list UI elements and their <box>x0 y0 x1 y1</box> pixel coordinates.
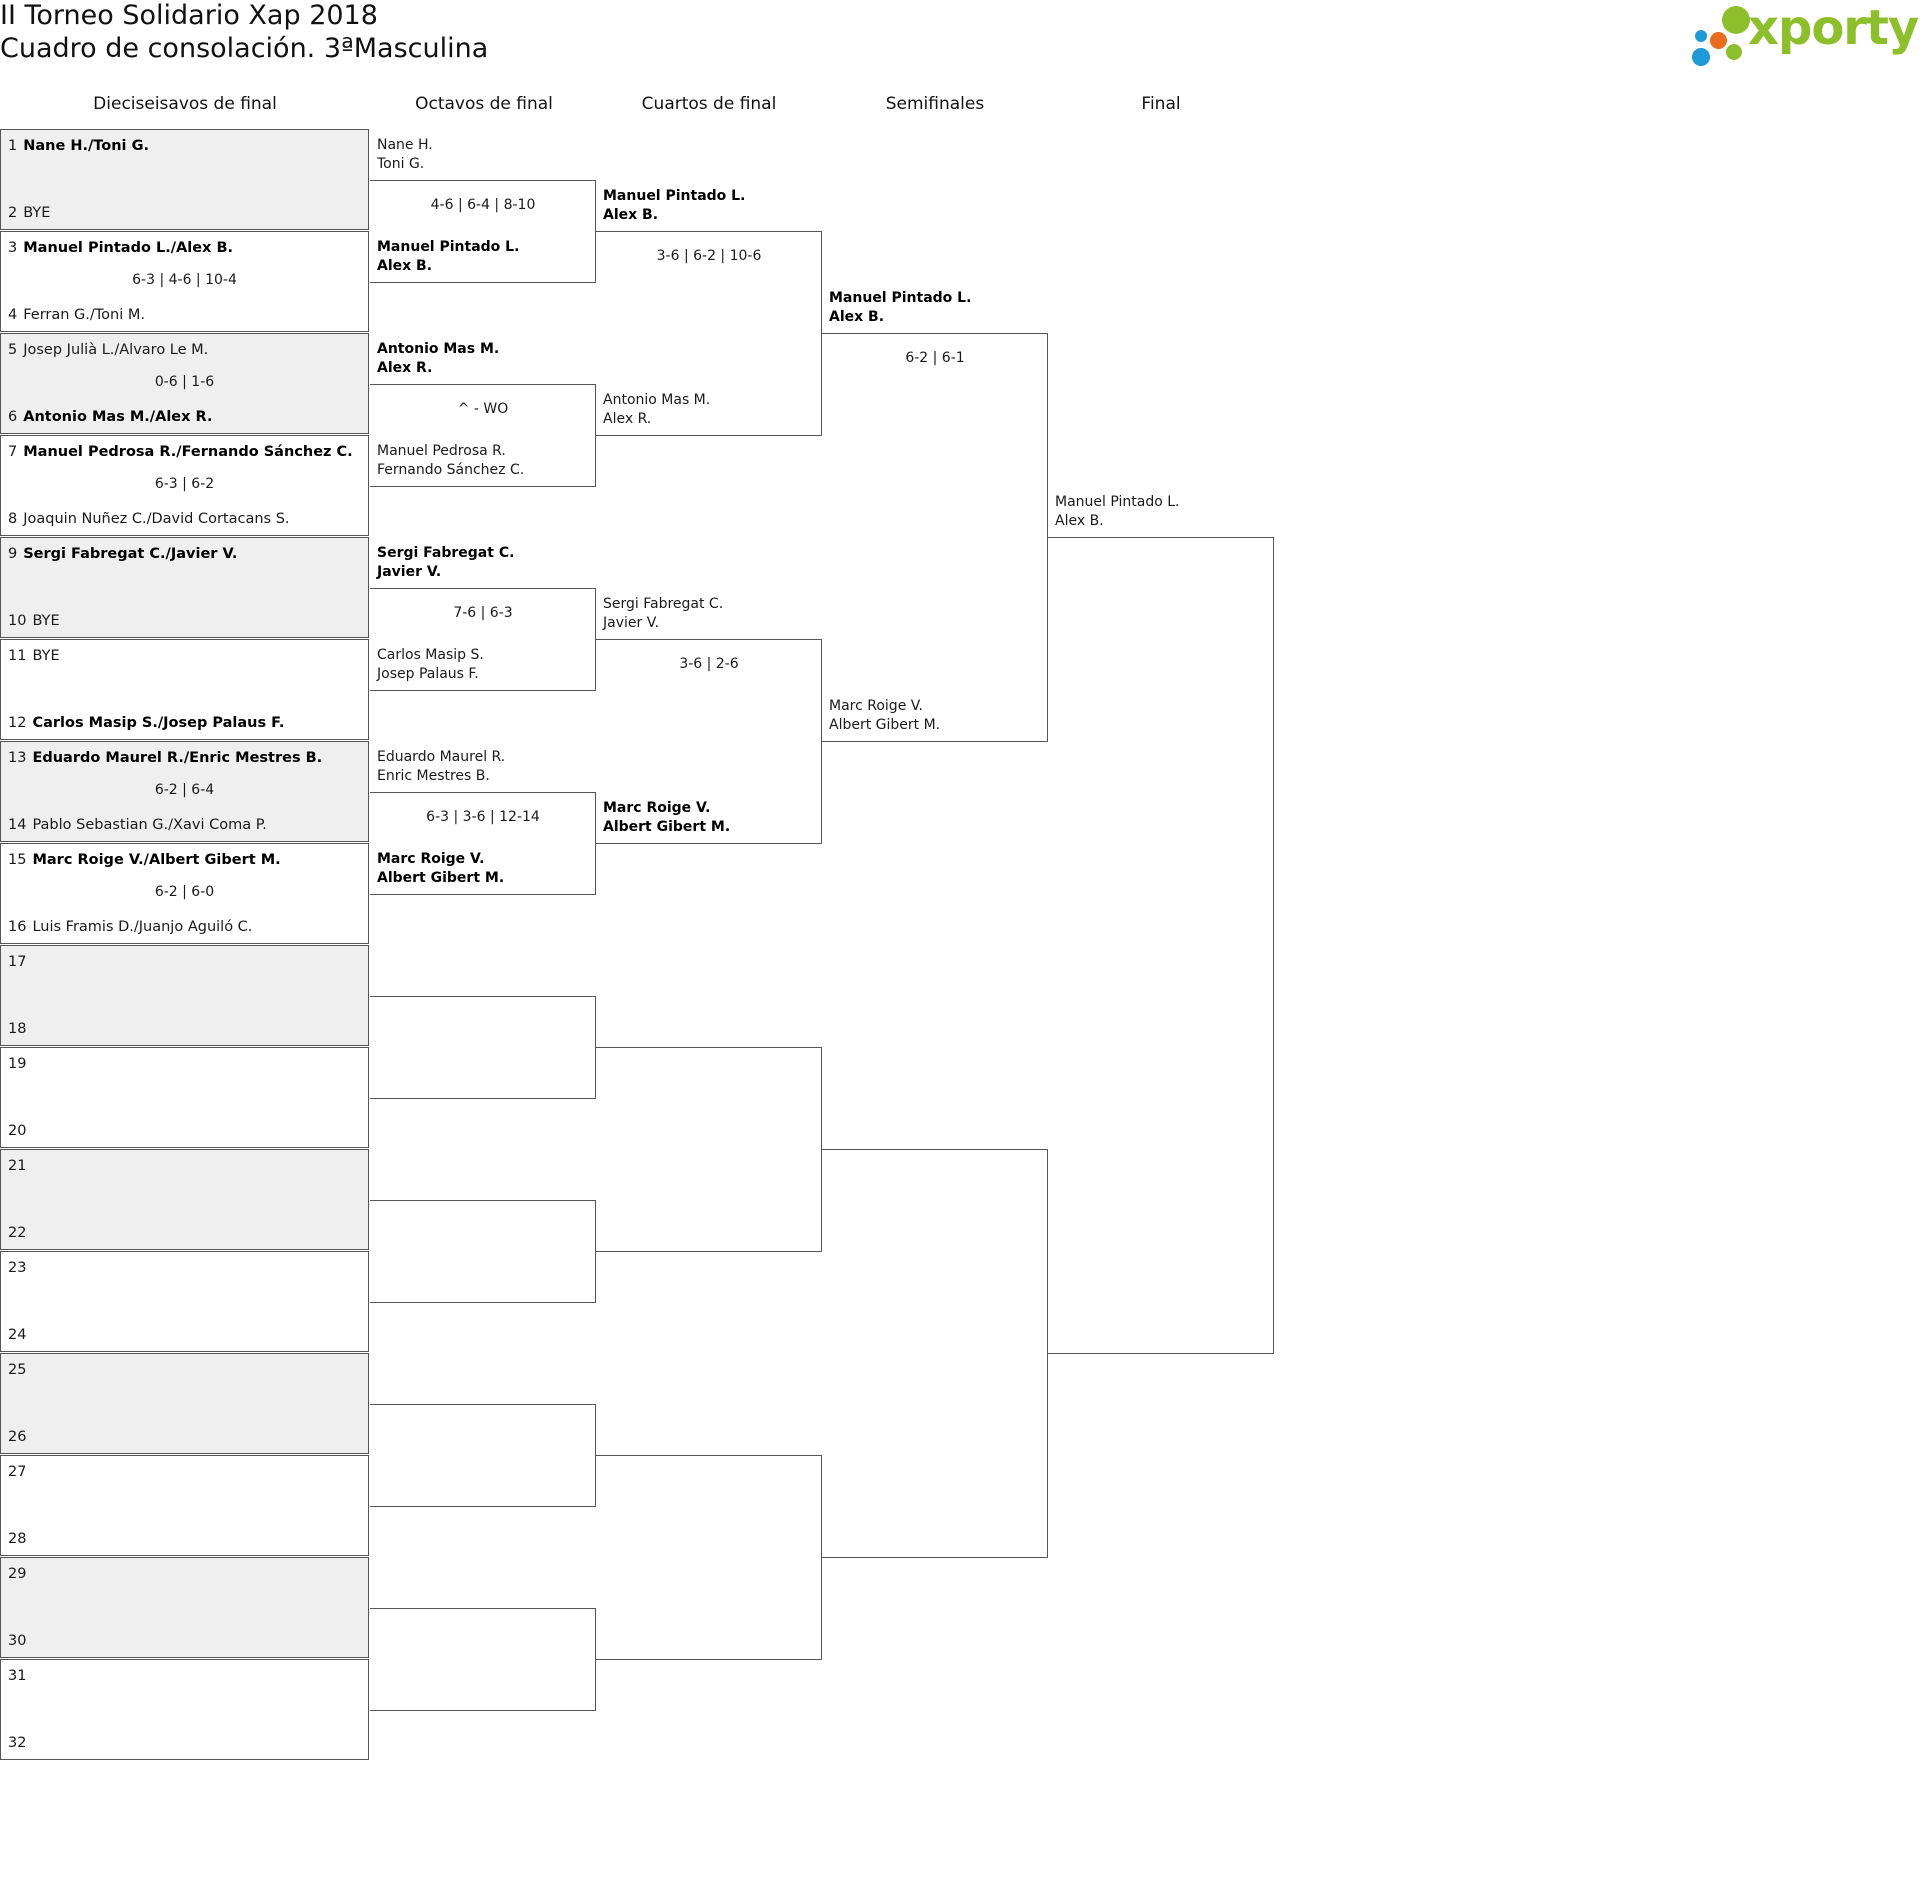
player-entry <box>8 342 208 358</box>
round-header-3: Cuartos de final <box>641 94 777 114</box>
player-entry <box>8 1123 32 1139</box>
player-entry <box>8 511 290 527</box>
round-header-1: Dieciseisavos de final <box>93 94 277 114</box>
player-entry <box>8 1668 32 1684</box>
team-entry <box>377 850 504 888</box>
player-entry <box>8 1021 32 1037</box>
bracket-connector <box>596 1455 822 1660</box>
player-name: Eduardo Maurel R./Enric Mestres B. <box>32 750 323 766</box>
logo-wordmark: xporty <box>1748 0 1919 56</box>
match-r32 <box>0 1557 369 1658</box>
match-r32 <box>0 1251 369 1352</box>
bracket-connector <box>822 333 1048 742</box>
seed-number: 2 <box>8 205 18 221</box>
player-entry <box>8 1327 32 1343</box>
player-entry <box>8 954 32 970</box>
player-entry <box>8 1225 32 1241</box>
seed-number: 7 <box>8 444 18 460</box>
logo-dot-blue-small-icon <box>1695 30 1707 42</box>
match-r32 <box>0 1455 369 1556</box>
player-entry <box>8 817 267 833</box>
player-entry <box>8 138 149 154</box>
team-entry <box>603 799 730 837</box>
player-name: Nane H. <box>377 137 433 153</box>
player-name: Eduardo Maurel R. <box>377 749 506 765</box>
seed-number: 13 <box>8 750 27 766</box>
team-entry <box>829 697 940 735</box>
player-entry <box>8 205 50 221</box>
team-entry <box>377 544 514 582</box>
seed-number: 14 <box>8 817 27 833</box>
seed-number: 6 <box>8 409 18 425</box>
team-entry <box>603 187 745 225</box>
player-entry <box>8 546 237 562</box>
player-name: Ferran G./Toni M. <box>23 307 145 323</box>
player-name: Sergi Fabregat C. <box>377 545 515 561</box>
player-name: Toni G. <box>377 156 425 172</box>
seed-number: 27 <box>8 1464 27 1480</box>
player-entry <box>8 750 322 766</box>
team-entry <box>377 442 524 480</box>
player-name: Manuel Pedrosa R./Fernando Sánchez C. <box>23 444 353 460</box>
player-entry <box>8 1566 32 1582</box>
player-name: Pablo Sebastian G./Xavi Coma P. <box>32 817 267 833</box>
match-r32 <box>0 945 369 1046</box>
match-score: 6-3 | 3-6 | 12-14 <box>426 809 540 825</box>
team-entry <box>603 595 723 633</box>
team-entry <box>603 391 710 429</box>
match-r32 <box>0 741 369 842</box>
seed-number: 17 <box>8 954 27 970</box>
seed-number: 19 <box>8 1056 27 1072</box>
seed-number: 18 <box>8 1021 27 1037</box>
player-name: BYE <box>32 648 60 664</box>
player-name: Alex B. <box>603 207 659 223</box>
player-name: Javier V. <box>377 564 442 580</box>
player-name: Manuel Pedrosa R. <box>377 443 506 459</box>
round-header-2: Octavos de final <box>415 94 553 114</box>
player-name: Manuel Pintado L./Alex B. <box>23 240 234 256</box>
player-entry <box>8 307 145 323</box>
player-name: Antonio Mas M. <box>377 341 500 357</box>
player-name: Marc Roige V. <box>829 698 923 714</box>
match-score: 6-2 | 6-4 <box>154 782 215 798</box>
player-entry <box>8 240 233 256</box>
match-r32 <box>0 1353 369 1454</box>
player-name: Antonio Mas M./Alex R. <box>23 409 213 425</box>
match-r32 <box>0 1149 369 1250</box>
player-name: Alex R. <box>603 411 652 427</box>
seed-number: 9 <box>8 546 18 562</box>
match-r32 <box>0 231 369 332</box>
match-score: 7-6 | 6-3 <box>453 605 513 621</box>
bracket-connector <box>822 1149 1048 1558</box>
seed-number: 12 <box>8 715 27 731</box>
seed-number: 22 <box>8 1225 27 1241</box>
match-r32 <box>0 129 369 230</box>
match-score: 6-3 | 4-6 | 10-4 <box>132 272 237 288</box>
match-score: 0-6 | 1-6 <box>154 374 215 390</box>
player-name: Alex B. <box>377 258 433 274</box>
player-name: Javier V. <box>603 615 659 631</box>
logo-dot-orange-icon <box>1710 32 1727 49</box>
seed-number: 25 <box>8 1362 27 1378</box>
match-score: 6-2 | 6-1 <box>905 350 965 366</box>
player-name: Nane H./Toni G. <box>23 138 149 154</box>
page-title: II Torneo Solidario Xap 2018 <box>0 0 378 31</box>
player-entry <box>8 715 284 731</box>
seed-number: 16 <box>8 919 27 935</box>
player-name: BYE <box>32 613 60 629</box>
xporty-logo <box>1686 0 1919 70</box>
player-entry <box>8 648 60 664</box>
player-entry <box>8 1260 32 1276</box>
bracket-connector <box>1048 537 1274 1354</box>
player-name: Marc Roige V. <box>603 800 711 816</box>
player-name: Joaquin Nuñez C./David Cortacans S. <box>23 511 290 527</box>
player-name: Marc Roige V./Albert Gibert M. <box>32 852 281 868</box>
player-entry <box>8 852 281 868</box>
player-entry <box>8 919 252 935</box>
player-name: Albert Gibert M. <box>829 717 941 733</box>
player-name: Manuel Pintado L. <box>603 188 746 204</box>
player-name: Fernando Sánchez C. <box>377 462 525 478</box>
match-score: ^ - WO <box>457 401 509 417</box>
seed-number: 1 <box>8 138 18 154</box>
player-name: Enric Mestres B. <box>377 768 490 784</box>
seed-number: 21 <box>8 1158 27 1174</box>
player-name: Luis Framis D./Juanjo Aguiló C. <box>32 919 253 935</box>
player-name: Carlos Masip S./Josep Palaus F. <box>32 715 285 731</box>
seed-number: 11 <box>8 648 27 664</box>
match-r32 <box>0 1047 369 1148</box>
seed-number: 29 <box>8 1566 27 1582</box>
player-name: Josep Palaus F. <box>377 666 479 682</box>
seed-number: 10 <box>8 613 27 629</box>
match-r32 <box>0 843 369 944</box>
seed-number: 30 <box>8 1633 27 1649</box>
bracket-connector <box>370 1404 596 1507</box>
match-score: 3-6 | 2-6 <box>679 656 739 672</box>
logo-dot-green-small-icon <box>1726 44 1742 60</box>
player-name: Marc Roige V. <box>377 851 485 867</box>
team-entry <box>829 289 971 327</box>
seed-number: 8 <box>8 511 18 527</box>
player-entry <box>8 1158 32 1174</box>
player-entry <box>8 1056 32 1072</box>
player-name: Albert Gibert M. <box>377 870 505 886</box>
match-score: 6-2 | 6-0 <box>154 884 215 900</box>
bracket-connector <box>370 1608 596 1711</box>
round-header-5: Final <box>1141 94 1181 114</box>
player-name: Manuel Pintado L. <box>377 239 520 255</box>
team-entry <box>377 646 484 684</box>
match-score: 3-6 | 6-2 | 10-6 <box>656 248 762 264</box>
player-name: BYE <box>23 205 51 221</box>
player-name: Josep Julià L./Alvaro Le M. <box>23 342 209 358</box>
player-name: Alex B. <box>829 309 885 325</box>
seed-number: 26 <box>8 1429 27 1445</box>
player-entry <box>8 1464 32 1480</box>
seed-number: 20 <box>8 1123 27 1139</box>
round-header-4: Semifinales <box>885 94 985 114</box>
match-r32 <box>0 639 369 740</box>
player-entry <box>8 1531 32 1547</box>
player-entry <box>8 1362 32 1378</box>
match-r32 <box>0 333 369 434</box>
team-entry <box>377 748 505 786</box>
team-entry <box>1055 493 1179 531</box>
player-entry <box>8 1429 32 1445</box>
bracket-connector <box>370 1200 596 1303</box>
player-entry <box>8 613 60 629</box>
match-score: 4-6 | 6-4 | 8-10 <box>430 197 536 213</box>
seed-number: 15 <box>8 852 27 868</box>
seed-number: 4 <box>8 307 18 323</box>
seed-number: 31 <box>8 1668 27 1684</box>
seed-number: 23 <box>8 1260 27 1276</box>
seed-number: 32 <box>8 1735 27 1751</box>
team-entry <box>377 340 499 378</box>
player-name: Antonio Mas M. <box>603 392 711 408</box>
match-r32 <box>0 537 369 638</box>
match-r32 <box>0 1659 369 1760</box>
player-name: Sergi Fabregat C. <box>603 596 724 612</box>
bracket-connector <box>596 1047 822 1252</box>
match-score: 6-3 | 6-2 <box>154 476 215 492</box>
seed-number: 24 <box>8 1327 27 1343</box>
seed-number: 5 <box>8 342 18 358</box>
seed-number: 28 <box>8 1531 27 1547</box>
match-r32 <box>0 435 369 536</box>
player-entry <box>8 1735 32 1751</box>
team-entry <box>377 136 433 174</box>
player-name: Albert Gibert M. <box>603 819 731 835</box>
player-name: Alex R. <box>377 360 433 376</box>
player-name: Sergi Fabregat C./Javier V. <box>23 546 238 562</box>
page-subtitle: Cuadro de consolación. 3ªMasculina <box>0 33 489 64</box>
player-entry <box>8 1633 32 1649</box>
player-name: Carlos Masip S. <box>377 647 484 663</box>
bracket-connector <box>370 996 596 1099</box>
team-entry <box>377 238 519 276</box>
player-entry <box>8 409 212 425</box>
seed-number: 3 <box>8 240 18 256</box>
logo-dot-blue-icon <box>1692 48 1710 66</box>
player-entry <box>8 444 353 460</box>
logo-dot-green-icon <box>1722 6 1750 34</box>
player-name: Manuel Pintado L. <box>1055 494 1180 510</box>
player-name: Alex B. <box>1055 513 1104 529</box>
player-name: Manuel Pintado L. <box>829 290 972 306</box>
